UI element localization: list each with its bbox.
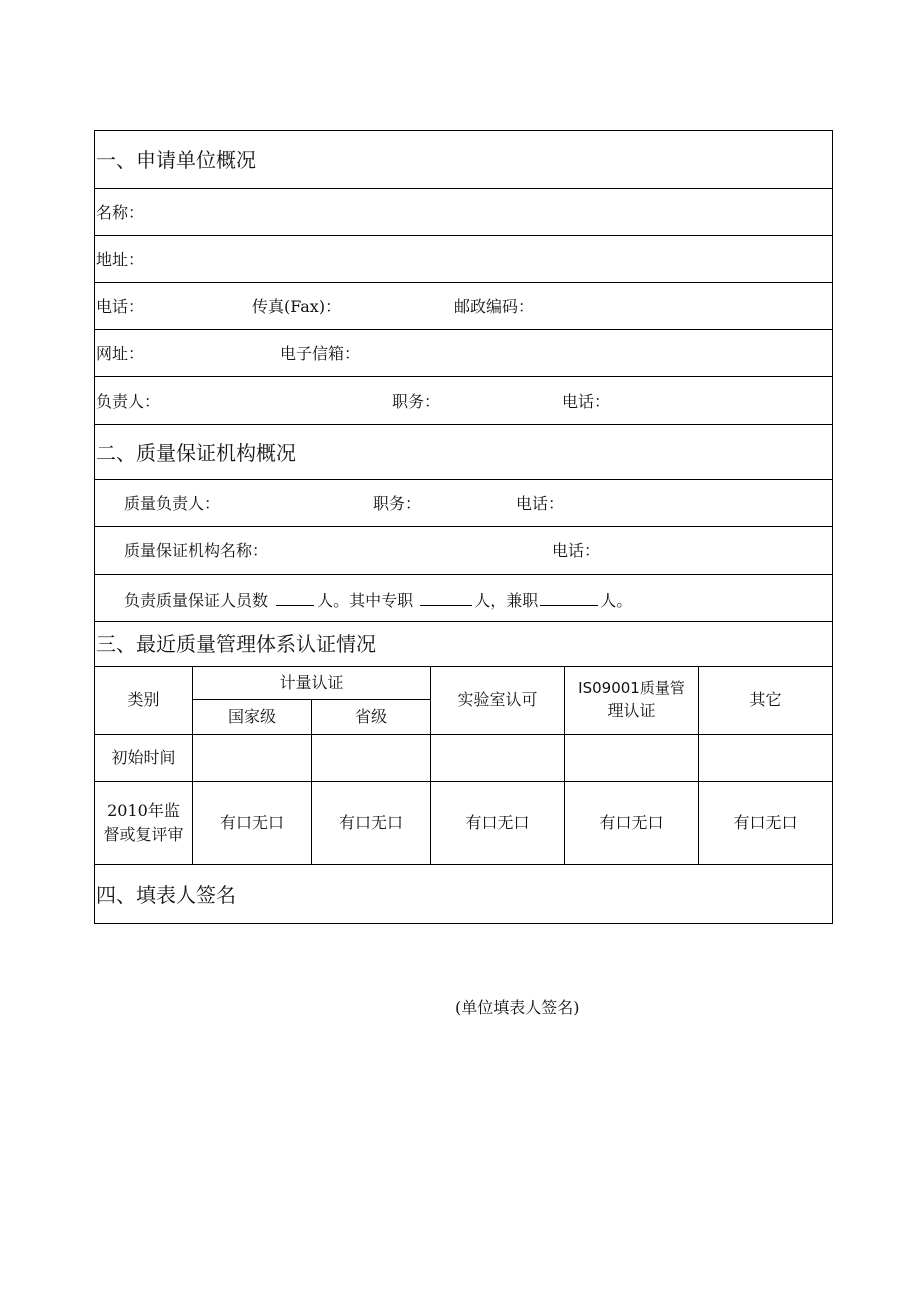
header-lab-accreditation: 实验室认可 — [457, 690, 538, 709]
row-initial-time: 初始时间 — [111, 748, 176, 767]
row-review-line2: 督或复评审 — [103, 825, 184, 844]
qa-org-phone-label: 电话： — [552, 541, 601, 560]
header-iso-line1: IS09001质量管 — [578, 678, 685, 697]
person-phone-label: 电话： — [562, 392, 611, 411]
row-review-line1: 2010年监 — [107, 801, 180, 820]
header-category: 类别 — [127, 690, 160, 709]
row-divider — [95, 235, 832, 236]
address-label: 地址： — [96, 250, 145, 269]
yes-no-lab[interactable]: 有口无口 — [465, 813, 530, 832]
section-3-title: 三、最近质量管理体系认证情况 — [96, 632, 376, 656]
position-label: 职务： — [392, 392, 441, 411]
qa-staff-line — [124, 591, 632, 609]
header-provincial: 省级 — [354, 707, 387, 726]
row-divider — [95, 282, 832, 283]
name-label: 名称： — [96, 203, 145, 222]
postcode-label: 邮政编码： — [454, 297, 535, 316]
header-other: 其它 — [749, 690, 782, 709]
row-divider — [95, 574, 832, 575]
yes-no-provincial[interactable]: 有口无口 — [338, 813, 403, 832]
section-4-title: 四、填表人签名 — [96, 883, 236, 907]
fax-label: 传真(Fax)： — [252, 297, 342, 316]
person-in-charge-label: 负责人： — [96, 392, 161, 411]
yes-no-other[interactable]: 有口无口 — [733, 813, 798, 832]
yes-no-national[interactable]: 有口无口 — [219, 813, 284, 832]
qa-person-label: 质量负责人： — [124, 494, 221, 513]
row-review — [95, 782, 192, 864]
section-1-title: 一、申请单位概况 — [96, 148, 256, 172]
row-divider — [95, 188, 832, 189]
section-2-title: 二、质量保证机构概况 — [96, 441, 296, 465]
yes-no-iso[interactable]: 有口无口 — [599, 813, 664, 832]
header-national: 国家级 — [227, 707, 276, 726]
row-divider — [95, 734, 832, 735]
qa-position-label: 职务： — [373, 494, 422, 513]
application-form — [94, 130, 833, 924]
row-divider — [95, 329, 832, 330]
row-divider — [95, 376, 832, 377]
website-label: 网址： — [96, 344, 145, 363]
row-divider — [95, 864, 832, 865]
header-metrology: 计量认证 — [279, 672, 344, 692]
staff-mid2: 人，兼职 — [474, 591, 539, 610]
header-iso9001 — [565, 666, 698, 734]
staff-suffix: 人。 — [600, 591, 633, 610]
staff-fulltime-blank — [420, 591, 472, 606]
header-iso-line2: 理认证 — [607, 701, 656, 721]
staff-mid1: 人。其中专职 — [317, 591, 414, 610]
row-divider — [95, 621, 832, 622]
row-divider — [95, 479, 832, 480]
staff-prefix: 负责质量保证人员数 — [124, 591, 269, 610]
signature-note: (单位填表人签名) — [455, 998, 580, 1017]
email-label: 电子信箱： — [280, 344, 361, 363]
qa-org-label: 质量保证机构名称： — [124, 541, 269, 560]
row-divider — [95, 424, 832, 425]
phone-label: 电话： — [96, 297, 145, 316]
qa-phone-label: 电话： — [516, 494, 565, 513]
row-divider — [95, 526, 832, 527]
staff-parttime-blank — [540, 591, 598, 606]
staff-total-blank — [276, 591, 314, 606]
